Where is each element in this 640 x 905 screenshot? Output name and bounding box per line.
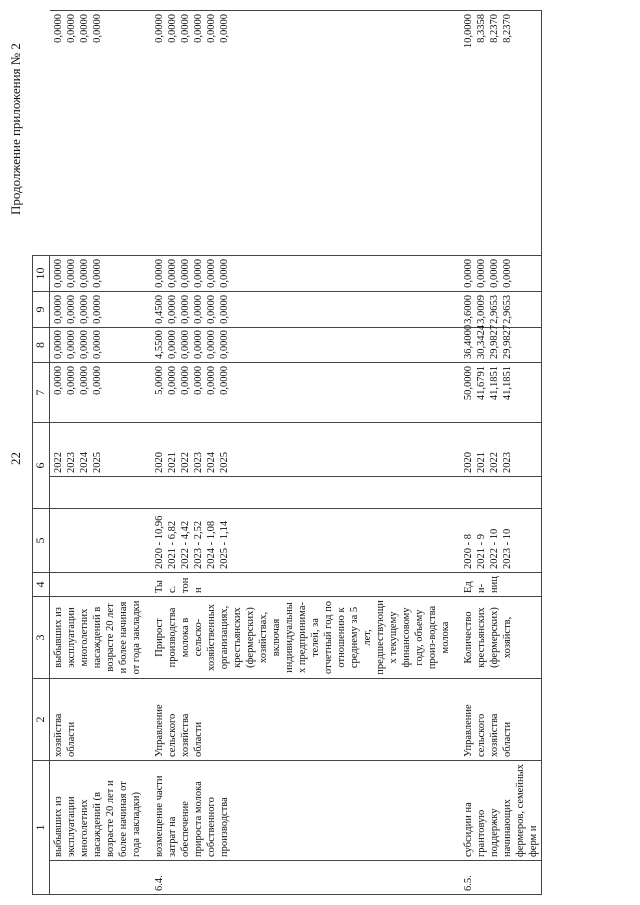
col7-value-value: 0,0000 — [219, 330, 230, 359]
col10-value-value: 10,0000 — [463, 14, 474, 49]
col8-value — [144, 292, 453, 328]
col9-value-value: 0,0000 — [463, 259, 474, 288]
executor — [144, 679, 453, 761]
col6-value-value: 0,0000 — [219, 366, 230, 395]
column-header: 4 — [33, 573, 50, 597]
column-header: 6 — [33, 423, 50, 509]
indicator-value-value: 2020 - 10,96 — [154, 515, 165, 569]
indicator-value-value: 2025 - 1,14 — [219, 520, 230, 569]
year-value: 2020 — [154, 452, 165, 473]
year-value: 2023 — [66, 452, 77, 473]
col6-value-value: 0,0000 — [79, 366, 90, 395]
col6-value-value: 0,0000 — [66, 366, 77, 395]
col6-value — [453, 363, 542, 423]
indicator-name-text: Прирост производства молока в сельско-хозяйственных организациях, крестьянских (фермерских) хозяйствах, включая индивидуальных предпринима-телей, за отчетный год по отношению к среднему за 5 лет, предшествующих текущему финансовому году, объему произ-водства молока — [154, 600, 451, 675]
col8-value-value: 3,6000 — [463, 295, 474, 324]
indicator-value-value: 2024 - 1,08 — [206, 520, 217, 569]
col7-value — [453, 324, 542, 363]
col6-value-value: 41,1851 — [489, 366, 500, 401]
year-value: 2020 — [463, 452, 474, 473]
item-name — [144, 761, 453, 861]
col8-value-value: 0,0000 — [79, 295, 90, 324]
unit — [144, 573, 453, 597]
year-value: 2024 — [206, 452, 217, 473]
column-header: 3 — [33, 597, 50, 679]
indicator-value-value: 2021 - 9 — [476, 534, 487, 569]
executor-text: Управление сельского хозяйства области — [463, 704, 513, 757]
item-number-text: 6.5. — [463, 875, 474, 891]
indicator-value-value: 2023 - 10 — [502, 528, 513, 569]
empty-cell — [144, 477, 453, 509]
col7-value-value: 36,4000 — [463, 324, 474, 359]
col7-value-value: 0,0000 — [92, 330, 103, 359]
year-value: 2025 — [92, 452, 103, 473]
col6-value-value: 0,0000 — [92, 366, 103, 395]
executor — [453, 679, 542, 761]
col9-value-value: 0,0000 — [489, 259, 500, 288]
col9-value-value: 0,0000 — [154, 259, 165, 288]
year-value: 2023 — [502, 452, 513, 473]
item-name-text: возмещение части затрат на обеспечение прироста молока собственного производства — [154, 775, 230, 857]
col6-value — [50, 363, 145, 423]
column-header: 10 — [33, 256, 50, 292]
year-value: 2021 — [167, 452, 178, 473]
year-value: 2022 — [489, 452, 500, 473]
empty-cell — [453, 477, 542, 509]
col7-value-value: 30,3424 — [476, 324, 487, 359]
program-table — [32, 10, 542, 895]
indicator-name-text: Количество крестьянских (фермерских) хозяйств, — [463, 607, 513, 668]
indicator-value-value: 2022 - 4,42 — [180, 520, 191, 569]
col10-value-value: 0,0000 — [78, 14, 90, 43]
column-header: 7 — [33, 363, 50, 423]
col9-value-value: 0,0000 — [79, 259, 90, 288]
column-header: 8 — [33, 328, 50, 363]
col10-value-value: 0,0000 — [180, 14, 191, 43]
executor-text: хозяйства области — [53, 713, 77, 757]
item-number — [453, 861, 542, 895]
col10-value-value: 8,3358 — [476, 14, 487, 43]
col6-value-value: 50,0000 — [463, 366, 474, 401]
page-number: 22 — [8, 452, 23, 465]
col10-value-value: 8,2370 — [489, 14, 500, 43]
col9-value-value: 0,0000 — [167, 259, 178, 288]
year — [50, 423, 145, 477]
executor — [50, 679, 145, 761]
year — [144, 423, 453, 477]
col6-value-value: 5,0000 — [154, 366, 165, 395]
column-header: 2 — [33, 679, 50, 761]
table-row — [144, 11, 453, 895]
indicator-name — [453, 597, 542, 679]
col9-value-value: 0,0000 — [92, 259, 103, 288]
col9-value — [50, 256, 145, 292]
col8-value-value: 0,0000 — [167, 295, 178, 324]
executor-text: Управление сельского хозяйства области — [154, 704, 204, 757]
unit-text: Еди-ниц — [463, 576, 500, 593]
col8-value-value: 0,0000 — [92, 295, 103, 324]
column-header: 9 — [33, 292, 50, 328]
item-name — [453, 761, 542, 861]
col7-value-value: 0,0000 — [79, 330, 90, 359]
col8-value-value: 0,4500 — [154, 295, 165, 324]
item-name-text: субсидии на грантовую поддержку начинающих фермеров, семейных ферм и — [463, 764, 539, 857]
table-row — [50, 11, 145, 895]
year-value: 2022 — [180, 452, 191, 473]
col7-value-value: 4,5500 — [154, 330, 165, 359]
col6-value-value: 41,1851 — [502, 366, 513, 401]
col9-value-value: 0,0000 — [66, 259, 77, 288]
col9-value-value: 0,0000 — [206, 259, 217, 288]
year-value: 2023 — [193, 452, 204, 473]
col7-value — [50, 328, 145, 363]
col10-value — [453, 11, 542, 256]
col8-value-value: 0,0000 — [206, 295, 217, 324]
year-value: 2025 — [219, 452, 230, 473]
year-value: 2022 — [53, 452, 64, 473]
item-name-text: выбывших из эксплуатации многолетних насаждений (в возрасте 20 лет и более начиная от года закладки) — [53, 780, 142, 857]
col9-value-value: 0,0000 — [502, 259, 513, 288]
col7-value — [144, 328, 453, 363]
unit — [453, 573, 542, 597]
col6-value-value: 0,0000 — [206, 366, 217, 395]
empty-cell — [50, 477, 145, 509]
col9-value-value: 0,0000 — [476, 259, 487, 288]
indicator-value — [144, 509, 453, 573]
col10-value-value: 0,0000 — [91, 14, 103, 43]
col7-value-value: 29,9827 — [502, 324, 513, 359]
col6-value-value: 0,0000 — [193, 366, 204, 395]
table-row — [453, 11, 542, 895]
col7-value-value: 0,0000 — [167, 330, 178, 359]
col8-value — [50, 292, 145, 328]
annex-title: Продолжение приложения № 2 — [8, 43, 23, 215]
col10-value-value: 8,2370 — [502, 14, 513, 43]
item-name — [50, 761, 145, 861]
col6-value-value: 0,0000 — [180, 366, 191, 395]
col7-value-value: 0,0000 — [53, 330, 64, 359]
unit — [50, 573, 145, 597]
col8-value — [453, 292, 542, 328]
col7-value-value: 0,0000 — [193, 330, 204, 359]
col7-value-value: 29,9827 — [489, 324, 500, 359]
col7-value-value: 0,0000 — [180, 330, 191, 359]
col8-value-value: 2,9653 — [489, 295, 500, 324]
col8-value-value: 0,0000 — [66, 295, 77, 324]
col10-value-value: 0,0000 — [206, 14, 217, 43]
col7-value-value: 0,0000 — [66, 330, 77, 359]
indicator-name — [144, 597, 453, 679]
item-number — [50, 861, 145, 895]
col10-value-value: 0,0000 — [52, 14, 64, 43]
col10-value-value: 0,0000 — [193, 14, 204, 43]
column-number-row — [33, 11, 50, 895]
col10-value-value: 0,0000 — [154, 14, 165, 43]
col6-value — [144, 363, 453, 423]
indicator-value — [50, 509, 145, 573]
col10-value-value: 0,0000 — [65, 14, 77, 43]
col9-value — [144, 256, 453, 292]
col8-value-value: 3,0009 — [476, 295, 487, 324]
col10-value-value: 0,0000 — [167, 14, 178, 43]
col6-value-value: 0,0000 — [53, 366, 64, 395]
col9-value — [453, 256, 542, 292]
indicator-value — [453, 509, 542, 573]
column-header: 1 — [33, 761, 50, 895]
column-header: 5 — [33, 509, 50, 573]
col9-value-value: 0,0000 — [219, 259, 230, 288]
col9-value-value: 0,0000 — [180, 259, 191, 288]
year — [453, 423, 542, 477]
col10-value — [50, 11, 145, 256]
col9-value-value: 0,0000 — [53, 259, 64, 288]
unit-text: Тыс. тонн — [154, 577, 204, 593]
year-value: 2021 — [476, 452, 487, 473]
indicator-value-value: 2020 - 8 — [463, 534, 474, 569]
indicator-name — [50, 597, 145, 679]
year-value: 2024 — [79, 452, 90, 473]
indicator-value-value: 2021 - 6,82 — [167, 520, 178, 569]
item-number — [144, 861, 453, 895]
col6-value-value: 0,0000 — [167, 366, 178, 395]
indicator-value-value: 2022 - 10 — [489, 528, 500, 569]
item-number-text: 6.4. — [154, 875, 165, 891]
col8-value-value: 0,0000 — [219, 295, 230, 324]
col8-value-value: 2,9653 — [502, 295, 513, 324]
col6-value-value: 41,6791 — [476, 366, 487, 401]
col7-value-value: 0,0000 — [206, 330, 217, 359]
col9-value-value: 0,0000 — [193, 259, 204, 288]
indicator-value-value: 2023 - 2,52 — [193, 520, 204, 569]
col8-value-value: 0,0000 — [53, 295, 64, 324]
col8-value-value: 0,0000 — [193, 295, 204, 324]
col10-value-value: 0,0000 — [219, 14, 230, 43]
indicator-name-text: выбывших из эксплуатации многолетних насаждений в возрасте 20 лет и более начиная от года закладки — [53, 600, 142, 675]
col8-value-value: 0,0000 — [180, 295, 191, 324]
col10-value — [144, 11, 453, 256]
